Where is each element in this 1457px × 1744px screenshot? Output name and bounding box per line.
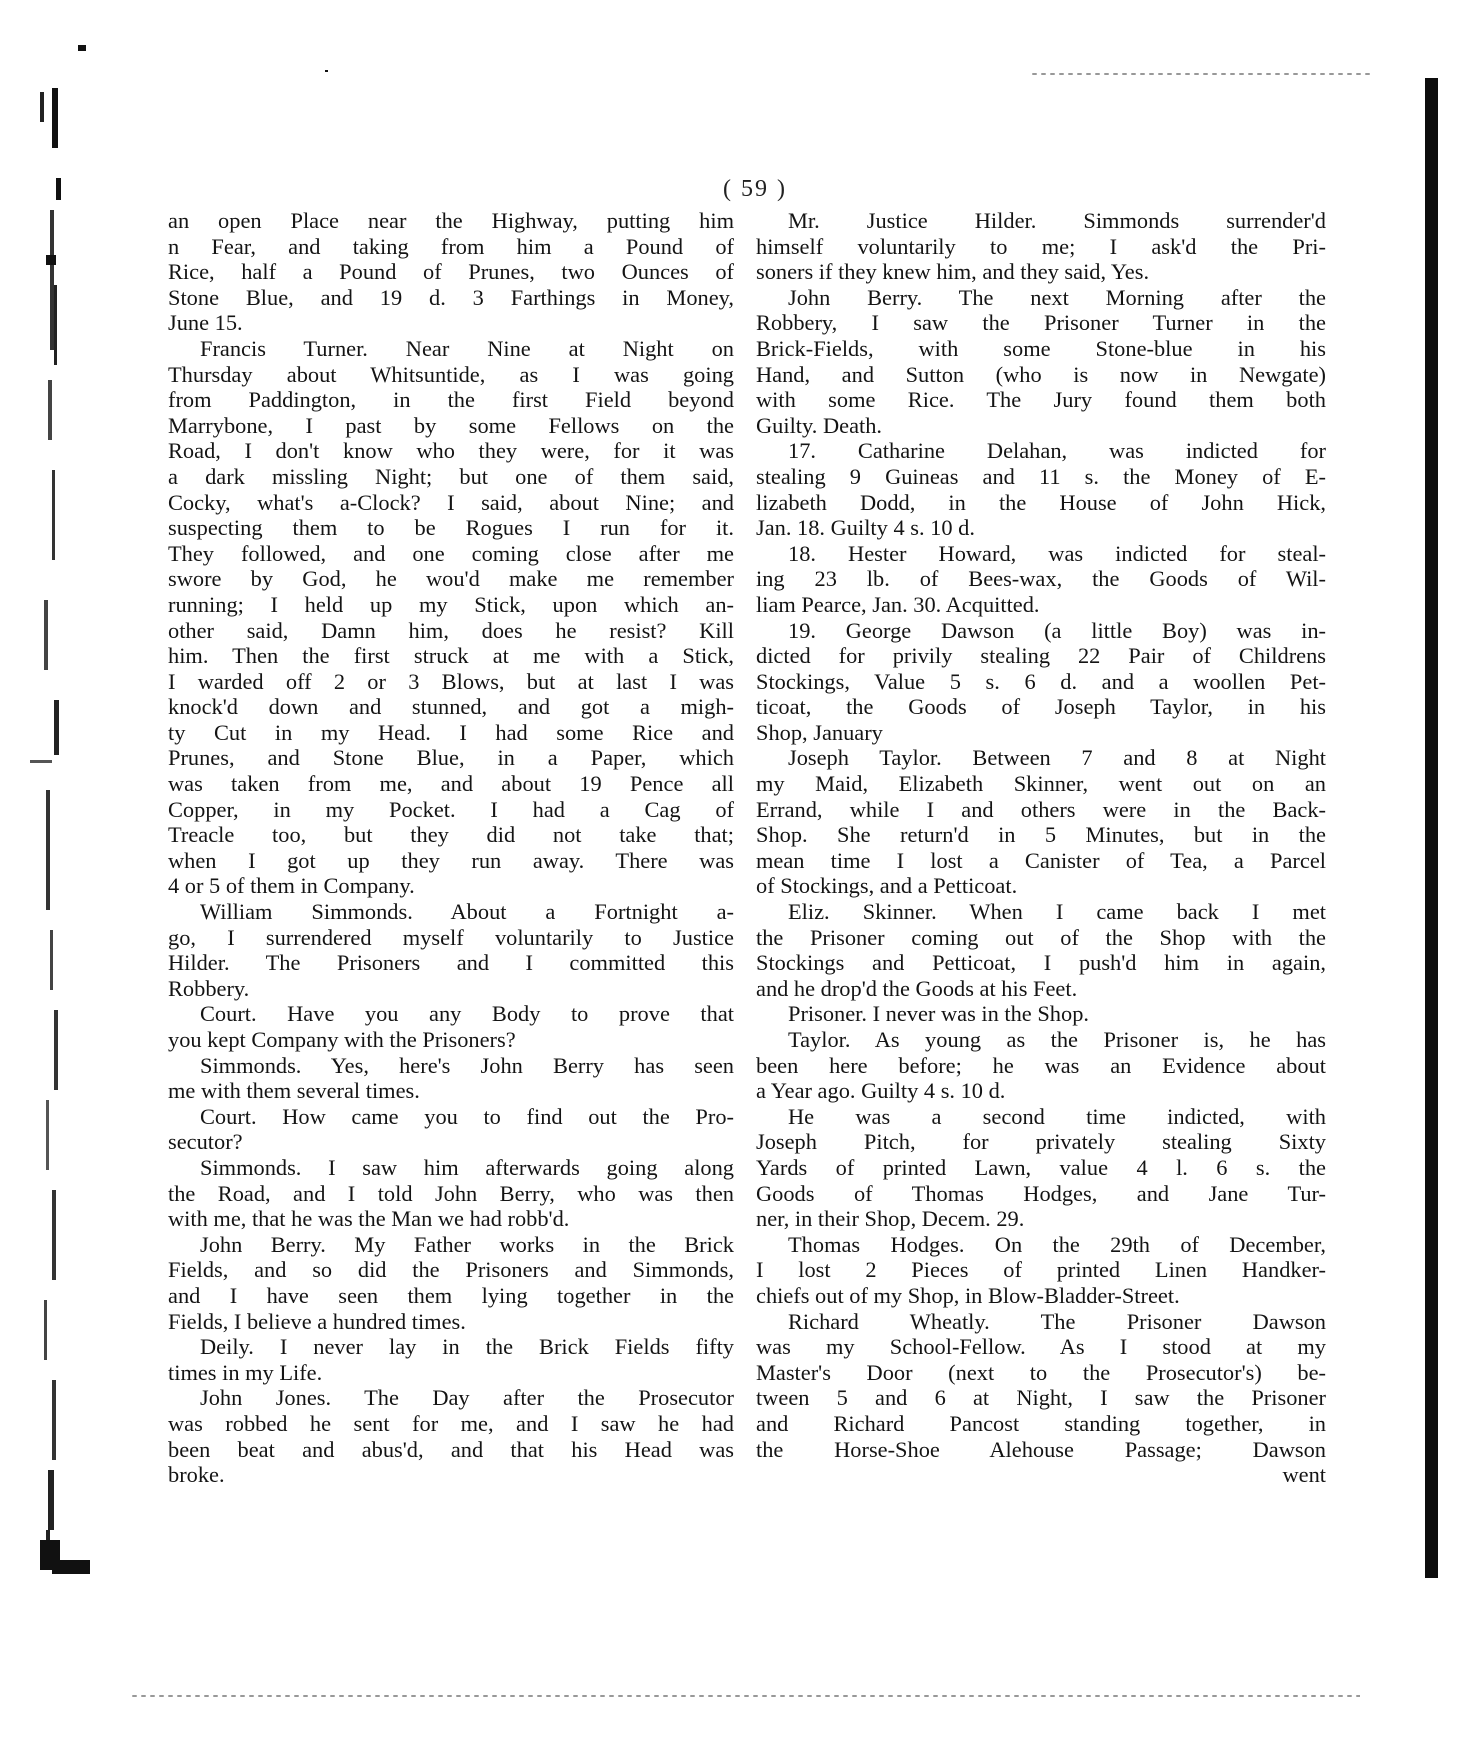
- text-line: Road, I don't know who they were, for it was: [168, 438, 734, 464]
- text-line: Shop. She return'd in 5 Minutes, but in the: [756, 822, 1326, 848]
- text-line: Fields, and so did the Prisoners and Simmonds,: [168, 1257, 734, 1283]
- text-line: ty Cut in my Head. I had some Rice and: [168, 719, 734, 745]
- text-line: Simmonds. Yes, here's John Berry has seen: [200, 1052, 734, 1078]
- text-line: Shop, January: [756, 719, 883, 745]
- text-line: Yards of printed Lawn, value 4 l. 6 s. the: [756, 1154, 1326, 1180]
- text-line: Cocky, what's a-Clock? I said, about Nine; and: [168, 489, 734, 515]
- text-line: dicted for privily stealing 22 Pair of Childrens: [756, 643, 1326, 669]
- text-line: John Berry. The next Morning after the: [788, 284, 1326, 310]
- text-line: been beat and abus'd, and that his Head was: [168, 1436, 734, 1462]
- text-line: suspecting them to be Rogues I run for it.: [168, 515, 734, 541]
- text-line: 4 or 5 of them in Company.: [168, 873, 415, 899]
- text-line: Goods of Thomas Hodges, and Jane Tur-: [756, 1180, 1326, 1206]
- text-line: Jan. 18. Guilty 4 s. 10 d.: [756, 515, 975, 541]
- text-line: Eliz. Skinner. When I came back I met: [788, 899, 1326, 925]
- text-line: broke.: [168, 1462, 225, 1488]
- text-line: chiefs out of my Shop, in Blow-Bladder-Street.: [756, 1282, 1180, 1308]
- text-line: Thomas Hodges. On the 29th of December,: [788, 1231, 1326, 1257]
- text-line: Deily. I never lay in the Brick Fields fifty: [200, 1334, 734, 1360]
- text-line: n Fear, and taking from him a Pound of: [168, 233, 734, 259]
- text-line: John Jones. The Day after the Prosecutor: [200, 1385, 734, 1411]
- text-line: swore by God, he wou'd make me remember: [168, 566, 734, 592]
- text-line: went: [1282, 1462, 1326, 1488]
- text-line: secutor?: [168, 1129, 243, 1155]
- text-line: liam Pearce, Jan. 30. Acquitted.: [756, 591, 1040, 617]
- right-text-column: [756, 208, 1326, 1488]
- text-line: knock'd down and stunned, and got a migh-: [168, 694, 734, 720]
- scan-noise-top: [1030, 73, 1370, 75]
- text-line: tween 5 and 6 at Night, I saw the Prisoner: [756, 1385, 1326, 1411]
- text-line: Court. How came you to find out the Pro-: [200, 1103, 734, 1129]
- text-line: other said, Damn him, does he resist? Kill: [168, 617, 734, 643]
- text-line: Stone Blue, and 19 d. 3 Farthings in Money,: [168, 284, 734, 310]
- text-line: the Horse-Shoe Alehouse Passage; Dawson: [756, 1436, 1326, 1462]
- text-line: Copper, in my Pocket. I had a Cag of: [168, 796, 734, 822]
- text-line: an open Place near the Highway, putting him: [168, 208, 734, 233]
- text-line: Thursday about Whitsuntide, as I was going: [168, 361, 734, 387]
- text-line: ner, in their Shop, Decem. 29.: [756, 1206, 1025, 1232]
- text-line: ticoat, the Goods of Joseph Taylor, in his: [756, 694, 1326, 720]
- text-line: Fields, I believe a hundred times.: [168, 1308, 466, 1334]
- scan-speck: [325, 70, 328, 72]
- text-line: Treacle too, but they did not take that;: [168, 822, 734, 848]
- text-line: Prunes, and Stone Blue, in a Paper, which: [168, 745, 734, 771]
- text-line: and I have seen them lying together in the: [168, 1282, 734, 1308]
- text-line: the Road, and I told John Berry, who was then: [168, 1180, 734, 1206]
- text-line: ing 23 lb. of Bees-wax, the Goods of Wil-: [756, 566, 1326, 592]
- text-line: I warded off 2 or 3 Blows, but at last I was: [168, 668, 734, 694]
- text-line: a dark missling Night; but one of them said,: [168, 463, 734, 489]
- text-line: I lost 2 Pieces of printed Linen Handker-: [756, 1257, 1326, 1283]
- text-line: June 15.: [168, 310, 243, 336]
- text-line: and he drop'd the Goods at his Feet.: [756, 975, 1078, 1001]
- text-line: Richard Wheatly. The Prisoner Dawson: [788, 1308, 1326, 1334]
- text-line: Errand, while I and others were in the Back-: [756, 796, 1326, 822]
- text-line: stealing 9 Guineas and 11 s. the Money of E-: [756, 463, 1326, 489]
- text-line: Master's Door (next to the Prosecutor's) be-: [756, 1359, 1326, 1385]
- text-line: Simmonds. I saw him afterwards going along: [200, 1154, 734, 1180]
- text-line: the Prisoner coming out of the Shop with the: [756, 924, 1326, 950]
- text-line: times in my Life.: [168, 1359, 323, 1385]
- text-line: of Stockings, and a Petticoat.: [756, 873, 1018, 899]
- text-line: Stockings and Petticoat, I push'd him in again,: [756, 950, 1326, 976]
- text-line: and Richard Pancost standing together, in: [756, 1410, 1326, 1436]
- text-line: Rice, half a Pound of Prunes, two Ounces of: [168, 259, 734, 285]
- text-line: Hand, and Sutton (who is now in Newgate): [756, 361, 1326, 387]
- text-line: Francis Turner. Near Nine at Night on: [200, 335, 734, 361]
- text-line: him. Then the first struck at me with a Stick,: [168, 643, 734, 669]
- page-number: ( 59 ): [723, 176, 787, 202]
- text-line: with some Rice. The Jury found them both: [756, 387, 1326, 413]
- scan-binding-edge: [0, 0, 92, 1744]
- text-line: 19. George Dawson (a little Boy) was in-: [788, 617, 1326, 643]
- text-line: Court. Have you any Body to prove that: [200, 1001, 734, 1027]
- text-line: running; I held up my Stick, upon which an-: [168, 591, 734, 617]
- text-line: himself voluntarily to me; I ask'd the Pri-: [756, 233, 1326, 259]
- text-line: was robbed he sent for me, and I saw he had: [168, 1410, 734, 1436]
- text-line: John Berry. My Father works in the Brick: [200, 1231, 734, 1257]
- text-line: been here before; he was an Evidence about: [756, 1052, 1326, 1078]
- text-line: lizabeth Dodd, in the House of John Hick,: [756, 489, 1326, 515]
- text-line: He was a second time indicted, with: [788, 1103, 1326, 1129]
- text-line: Taylor. As young as the Prisoner is, he has: [788, 1027, 1326, 1052]
- text-line: Brick-Fields, with some Stone-blue in his: [756, 335, 1326, 361]
- text-line: 17. Catharine Delahan, was indicted for: [788, 438, 1326, 464]
- text-line: William Simmonds. About a Fortnight a-: [200, 899, 734, 925]
- text-line: when I got up they run away. There was: [168, 847, 734, 873]
- text-line: Stockings, Value 5 s. 6 d. and a woollen Pet-: [756, 668, 1326, 694]
- left-text-column: [168, 208, 734, 1488]
- text-line: from Paddington, in the first Field beyond: [168, 387, 734, 413]
- text-line: my Maid, Elizabeth Skinner, went out on an: [756, 771, 1326, 797]
- text-line: mean time I lost a Canister of Tea, a Parcel: [756, 847, 1326, 873]
- text-line: Mr. Justice Hilder. Simmonds surrender'd: [788, 208, 1326, 233]
- text-line: Guilty. Death.: [756, 412, 883, 438]
- scan-noise-bottom: [130, 1695, 1360, 1697]
- text-line: you kept Company with the Prisoners?: [168, 1027, 516, 1052]
- text-line: Robbery.: [168, 975, 250, 1001]
- text-line: was taken from me, and about 19 Pence all: [168, 771, 734, 797]
- text-line: Joseph Pitch, for privately stealing Sixty: [756, 1129, 1326, 1155]
- text-line: me with them several times.: [168, 1078, 420, 1104]
- text-line: 18. Hester Howard, was indicted for steal-: [788, 540, 1326, 566]
- text-line: Marrybone, I past by some Fellows on the: [168, 412, 734, 438]
- text-line: Joseph Taylor. Between 7 and 8 at Night: [788, 745, 1326, 771]
- text-line: go, I surrendered myself voluntarily to Justice: [168, 924, 734, 950]
- text-line: was my School-Fellow. As I stood at my: [756, 1334, 1326, 1360]
- text-line: Hilder. The Prisoners and I committed this: [168, 950, 734, 976]
- text-line: Robbery, I saw the Prisoner Turner in the: [756, 310, 1326, 336]
- text-line: a Year ago. Guilty 4 s. 10 d.: [756, 1078, 1006, 1104]
- text-line: soners if they knew him, and they said, Yes.: [756, 259, 1150, 285]
- text-line: They followed, and one coming close after me: [168, 540, 734, 566]
- text-line: with me, that he was the Man we had robb'd.: [168, 1206, 570, 1232]
- scan-right-edge: [1425, 78, 1438, 1578]
- text-line: Prisoner. I never was in the Shop.: [788, 1001, 1089, 1027]
